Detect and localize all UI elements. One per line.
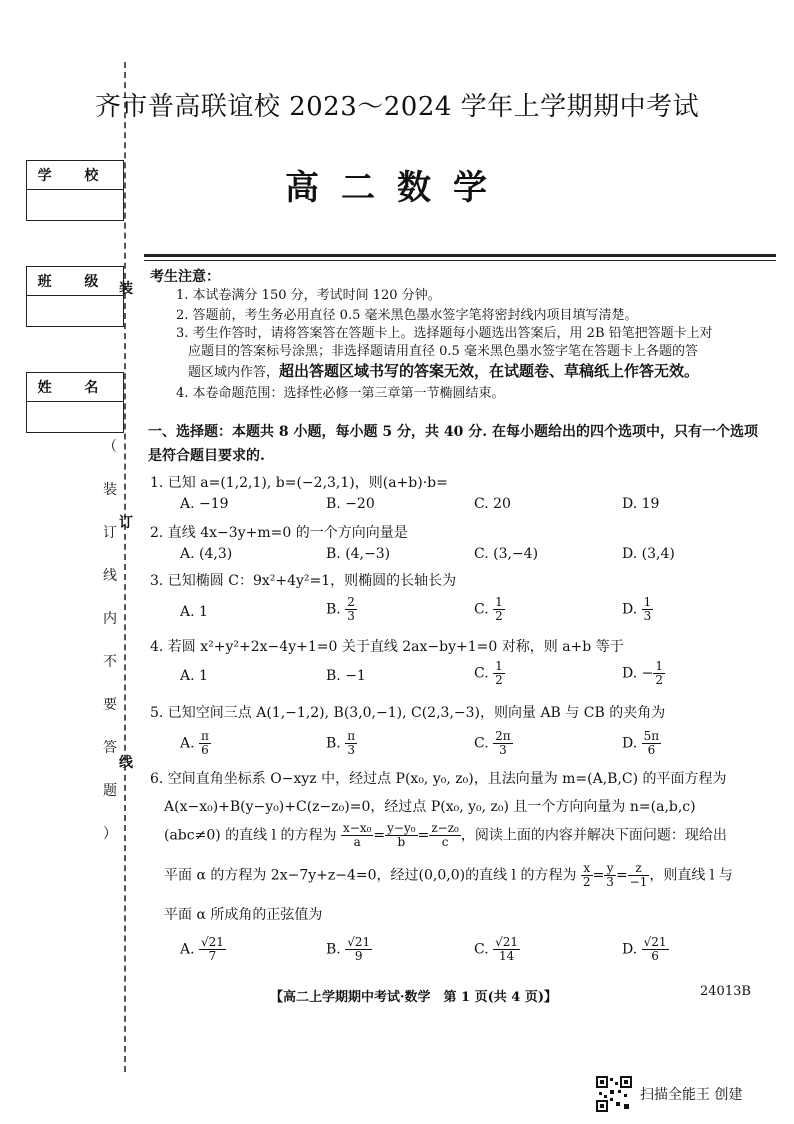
question-6-line-4: 平面 α 的方程为 2x−7y+z−4=0，经过(0,0,0)的直线 l 的方程为 $\frac{x}{2}$ = $\frac{y}{3}$ = $\frac{z}{-1}$ ，则直线 l 与 <box>164 861 733 889</box>
q5-option-c[interactable]: C. $\frac{2\pi}{3}$ <box>474 729 511 757</box>
question-6-line-1: 6. 空间直角坐标系 O−xyz 中，经过点 P(x₀, y₀, z₀)，且法向量为 m=(A,B,C) 的平面方程为 <box>150 771 727 787</box>
q6-option-c[interactable]: C. $\frac{√21}{14}$ <box>474 935 519 963</box>
question-1-stem: 1. 已知 a=(1,2,1), b=(−2,3,1)，则(a+b)·b= <box>150 475 448 491</box>
header-rule-thin <box>144 260 776 261</box>
binding-vertical-char: 线 <box>103 568 117 584</box>
binding-vertical-char: 要 <box>103 697 117 713</box>
binding-vertical-char: 装 <box>103 482 117 498</box>
binding-vertical-char: 答 <box>103 740 117 756</box>
binding-dashed-line <box>124 62 126 1072</box>
q6-option-a[interactable]: A. $\frac{√21}{7}$ <box>180 935 224 963</box>
question-6-line-5: 平面 α 所成角的正弦值为 <box>164 907 323 923</box>
q6-option-b[interactable]: B. $\frac{√21}{9}$ <box>326 935 371 963</box>
binding-word-zhuang: 装 <box>119 281 133 297</box>
q2-option-c[interactable]: C. (3,−4) <box>474 546 539 562</box>
q1-option-a[interactable]: A. −19 <box>180 496 229 512</box>
notice-item-2: 2. 答题前，考生务必用直径 0.5 毫米黑色墨水签字笔将密封线内项目填写清楚。 <box>176 308 638 323</box>
binding-vertical-char: 题 <box>103 783 117 799</box>
q4-option-a[interactable]: A. 1 <box>180 668 208 684</box>
notice-item-3b: 应题目的答案标号涂黑；非选择题请用直径 0.5 毫米黑色墨水签字笔在答题卡上各题的答 <box>188 344 698 359</box>
notice-item-1: 1. 本试卷满分 150 分，考试时间 120 分钟。 <box>176 288 441 303</box>
q4-option-c[interactable]: C. $\frac{1}{2}$ <box>474 659 503 687</box>
notice-item-3: 3. 考生作答时，请将答案答在答题卡上。选择题每小题选出答案后，用 2B 铅笔把答题卡上对 <box>176 326 713 341</box>
notice-item-3c: 题区域内作答，超出答题区域书写的答案无效，在试题卷、草稿纸上作答无效。 <box>188 362 700 380</box>
q6-option-d[interactable]: D. $\frac{√21}{6}$ <box>622 935 667 963</box>
binding-vertical-char: 订 <box>103 525 117 541</box>
subject-title: 高二数学 <box>285 168 509 208</box>
q1-option-b[interactable]: B. −20 <box>326 496 375 512</box>
q5-option-b[interactable]: B. $\frac{\pi}{3}$ <box>326 729 356 757</box>
qr-code-icon <box>596 1076 632 1112</box>
question-4-stem: 4. 若圆 x²+y²+2x−4y+1=0 关于直线 2ax−by+1=0 对称，则 a+b 等于 <box>150 639 624 655</box>
scanner-watermark: 扫描全能王 创建 <box>640 1087 743 1103</box>
q4-option-b[interactable]: B. −1 <box>326 668 366 684</box>
class-box <box>26 266 124 327</box>
notice-item-4: 4. 本卷命题范围：选择性必修一第三章第一节椭圆结束。 <box>176 386 505 401</box>
header-rule-thick <box>144 254 776 257</box>
binding-vertical-char: 内 <box>103 611 117 627</box>
exam-code: 24013B <box>700 984 751 999</box>
q4-option-d[interactable]: D. − $\frac{1}{2}$ <box>622 659 663 687</box>
question-6-line-3: (abc≠0) 的直线 l 的方程为 $\frac{\text{x−x₀}}{a}$ = $\frac{\text{y−y₀}}{b}$ = $\frac{\text{z−z₀}}{c}$ ，阅读上面的内容并解决下面问题：现给出 <box>164 821 727 849</box>
binding-vertical-char: （ <box>103 439 117 455</box>
page-footer: 【高二上学期期中考试·数学 第 1 页(共 4 页)】 <box>270 990 558 1005</box>
q2-option-d[interactable]: D. (3,4) <box>622 546 675 562</box>
notice-title: 考生注意： <box>150 269 220 285</box>
q1-option-d[interactable]: D. 19 <box>622 496 660 512</box>
q5-option-a[interactable]: A. $\frac{\pi}{6}$ <box>180 729 209 757</box>
question-5-stem: 5. 已知空间三点 A(1,−1,2), B(3,0,−1), C(2,3,−3)，则向量 AB 与 CB 的夹角为 <box>150 705 666 721</box>
question-6-line-2: A(x−x₀)+B(y−y₀)+C(z−z₀)=0，经过点 P(x₀, y₀, z₀) 且一个方向向量为 n=(a,b,c) <box>164 799 696 815</box>
question-3-stem: 3. 已知椭圆 C：9x²+4y²=1，则椭圆的长轴长为 <box>150 573 457 589</box>
q1-option-c[interactable]: C. 20 <box>474 496 511 512</box>
q3-option-b[interactable]: B. $\frac{2}{3}$ <box>326 595 355 623</box>
q2-option-a[interactable]: A. (4,3) <box>180 546 233 562</box>
binding-word-ding: 订 <box>119 515 133 531</box>
binding-vertical-char: ） <box>103 826 117 842</box>
binding-vertical-char: 不 <box>103 654 117 670</box>
q5-option-d[interactable]: D. $\frac{5\pi}{6}$ <box>622 729 660 757</box>
q2-option-b[interactable]: B. (4,−3) <box>326 546 391 562</box>
section-heading: 一、选择题：本题共 8 小题，每小题 5 分，共 40 分. 在每小题给出的四个选项中，只有一个选项是符合题目要求的. <box>148 424 758 464</box>
name-label: 姓 名 <box>27 373 123 402</box>
question-2-stem: 2. 直线 4x−3y+m=0 的一个方向向量是 <box>150 525 408 541</box>
class-field[interactable] <box>27 296 123 326</box>
class-label: 班 级 <box>27 267 123 296</box>
q3-option-d[interactable]: D. $\frac{1}{3}$ <box>622 595 652 623</box>
binding-word-xian: 线 <box>119 755 133 771</box>
q3-option-a[interactable]: A. 1 <box>180 604 208 620</box>
name-field[interactable] <box>27 402 123 432</box>
school-label: 学 校 <box>27 161 123 190</box>
q3-option-c[interactable]: C. $\frac{1}{2}$ <box>474 595 503 623</box>
notice-emphasis: 超出答题区域书写的答案无效，在试题卷、草稿纸上作答无效。 <box>279 362 700 380</box>
exam-title: 齐市普高联谊校 2023～2024 学年上学期期中考试 <box>94 92 700 122</box>
name-box <box>26 372 124 433</box>
